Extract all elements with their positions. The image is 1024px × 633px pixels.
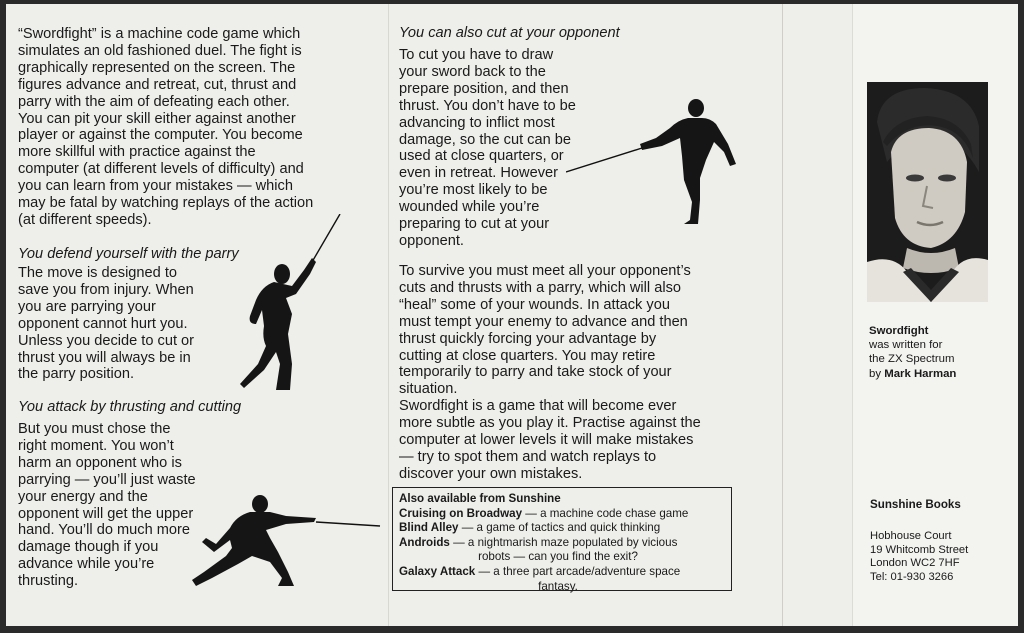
text-line: may be fatal by watching replays of the action <box>18 195 314 212</box>
text-line: damage, so the cut can be <box>399 131 571 148</box>
text-line: you’re most likely to be <box>399 182 548 199</box>
promo-item-desc-cont: fantasy. <box>538 579 578 593</box>
promo-item <box>399 536 731 551</box>
text-line: You can pit your skill either against another <box>18 110 296 127</box>
text-line: wounded while you’re <box>399 199 540 216</box>
text-line: your energy and the <box>18 488 148 505</box>
fencer-lunge-silhouette <box>186 490 382 590</box>
text-line: The move is designed to <box>18 265 177 281</box>
text-line: advance while you’re <box>18 556 155 573</box>
text-line: To cut you have to draw <box>399 47 554 63</box>
text-line: opponent will get the upper <box>18 505 194 522</box>
text-line: thrust quickly forcing your advantage by <box>399 330 657 347</box>
text-line: figures advance and retreat, cut, thrust and <box>18 76 297 93</box>
promo-item-name: Androids <box>399 535 450 549</box>
author-name: Mark Harman <box>884 367 957 380</box>
address-line: Hobhouse Court <box>870 530 952 542</box>
address-line: 19 Whitcomb Street <box>870 543 969 556</box>
promo-item-name: Blind Alley <box>399 521 459 535</box>
publisher-name: Sunshine Books <box>870 498 961 511</box>
text-line: the parry position. <box>18 366 135 383</box>
text-line: simulates an old fashioned duel. The fight is <box>18 42 302 59</box>
credit-line: was written for <box>869 339 943 352</box>
fold-line <box>388 4 389 626</box>
text-line: player or against the computer. You become <box>18 127 303 144</box>
text-line: preparing to cut at your <box>399 216 550 233</box>
promo-item-desc: — a machine code chase game <box>522 506 689 520</box>
intro-paragraph <box>18 26 313 229</box>
promo-item-desc: — a three part arcade/adventure space <box>475 564 681 578</box>
text-line: parry with the aim of defeating each other. <box>18 93 290 110</box>
address-line: London WC2 7HF <box>870 557 960 570</box>
text-line: thrust. You don’t have to be <box>399 97 576 114</box>
cut-heading: You can also cut at your opponent <box>399 25 620 41</box>
text-line: opponent cannot hurt you. <box>18 315 188 332</box>
promo-item <box>399 521 731 536</box>
promo-item <box>399 565 731 580</box>
text-line: thrust you will always be in <box>18 349 191 366</box>
publisher-address <box>870 530 968 584</box>
credit-line: by Mark Harman <box>869 367 957 380</box>
promo-item-name: Cruising on Broadway <box>399 506 523 520</box>
promo-item-desc: — a nightmarish maze populated by vicious <box>449 535 678 549</box>
text-line: you can learn from your mistakes — which <box>18 178 293 195</box>
credit-block <box>869 324 956 381</box>
text-line: opponent. <box>399 232 464 249</box>
fold-line <box>852 4 853 626</box>
text-line: (at different speeds). <box>18 211 152 228</box>
text-line: computer (at different levels of difficulty) and <box>18 161 304 178</box>
text-line: advancing to inflict most <box>399 114 555 131</box>
text-line: Swordfight is a game that will become ever <box>399 398 677 415</box>
text-line: more subtle as you play it. Practise against the <box>399 415 701 432</box>
fencer-parry-silhouette <box>222 214 346 394</box>
fencer-cut-silhouette <box>566 96 742 228</box>
credit-line: the ZX Spectrum <box>869 353 955 366</box>
text-line: computer at lower levels it will make mistakes <box>399 432 694 449</box>
text-line: graphically represented on the screen. The <box>18 59 296 76</box>
game-title: Swordfight <box>869 325 929 337</box>
text-line: save you from injury. When <box>18 281 194 298</box>
text-line: must tempt your enemy to advance and then <box>399 313 688 330</box>
text-line: your sword back to the <box>399 63 546 80</box>
text-line: “Swordfight” is a machine code game which <box>18 26 301 42</box>
promo-title: Also available from Sunshine <box>399 492 561 505</box>
text-line: used at close quarters, or <box>399 148 564 165</box>
text-line: more skillful with practice against the <box>18 144 256 161</box>
promo-item-desc: — a game of tactics and quick thinking <box>458 521 661 535</box>
text-line: cutting at close quarters. You may retire <box>399 347 656 364</box>
parry-heading: You defend yourself with the parry <box>18 246 239 262</box>
parry-paragraph <box>18 265 194 383</box>
text-line: right moment. You won’t <box>18 437 174 454</box>
text-line: damage though if you <box>18 539 159 556</box>
survive-paragraph <box>399 263 701 483</box>
text-line: To survive you must meet all your opponent’s <box>399 263 691 279</box>
text-line: — try to spot them and watch replays to <box>399 448 657 465</box>
text-line: temporarily to parry and take stock of your <box>399 364 672 381</box>
text-line: even in retreat. However <box>399 165 558 182</box>
author-photo <box>867 82 988 302</box>
text-line: “heal” some of your wounds. In attack you <box>399 296 670 313</box>
fold-line <box>782 4 783 626</box>
text-line: discover your own mistakes. <box>399 465 583 482</box>
text-line: hand. You’ll do much more <box>18 522 190 539</box>
text-line: Unless you decide to cut or <box>18 332 195 349</box>
promo-item <box>399 507 731 522</box>
promo-item-desc-cont: robots — can you find the exit? <box>478 550 638 564</box>
text-line: you are parrying your <box>18 298 156 315</box>
text-line: parrying — you’ll just waste <box>18 471 196 488</box>
text-line: situation. <box>399 381 458 398</box>
text-line: thrusting. <box>18 573 79 590</box>
text-line: cuts and thrusts with a parry, which will also <box>399 279 681 296</box>
text-line: harm an opponent who is <box>18 454 182 471</box>
text-line: prepare position, and then <box>399 80 569 97</box>
attack-paragraph <box>18 421 196 590</box>
text-line: But you must chose the <box>18 421 171 437</box>
cut-paragraph <box>399 47 576 250</box>
attack-heading: You attack by thrusting and cutting <box>18 399 242 415</box>
address-line: Tel: 01-930 3266 <box>870 570 954 583</box>
also-available-box <box>392 487 732 591</box>
promo-item-name: Galaxy Attack <box>399 564 476 578</box>
